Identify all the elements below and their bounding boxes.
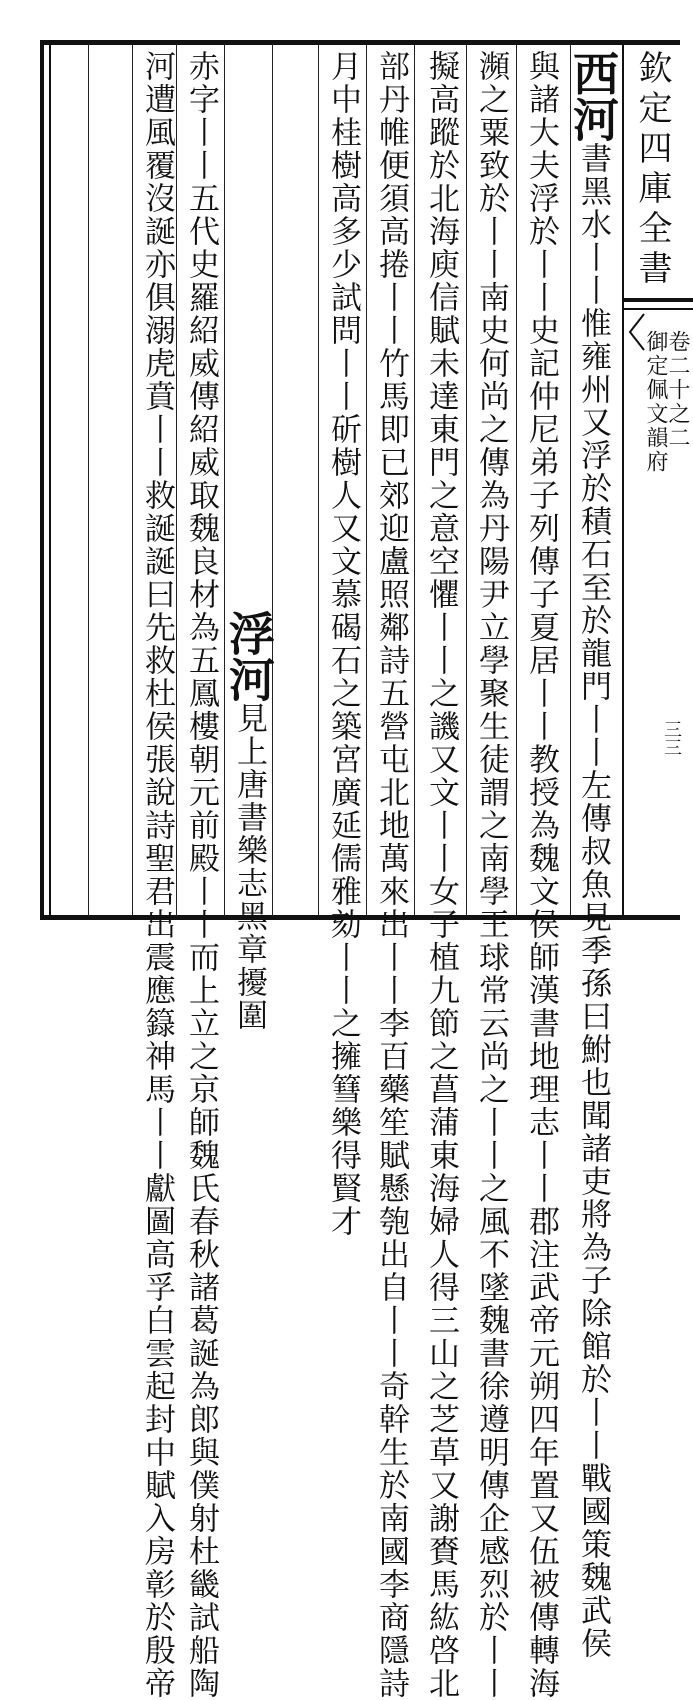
column-rule <box>414 44 415 916</box>
entry-head: 浮河 <box>222 610 276 702</box>
column-rule <box>466 44 467 916</box>
header-separator <box>624 298 693 302</box>
column-rule <box>516 44 517 916</box>
book-title: 欽定四庫全書 <box>632 50 672 290</box>
book-subtitle: 御定佩文韻府 <box>643 330 668 474</box>
column-rule <box>318 44 319 916</box>
text-column-7b <box>222 50 276 1032</box>
column-rule <box>88 44 89 916</box>
column-text: 河遭風覆沒誕亦俱溺虎賁丨丨救誕誕曰先救杜侯張說詩聖君出震應籙神馬丨丨獻圖高孚白雲起封中賦入房彰於殷帝 <box>139 50 175 1700</box>
header-separator <box>624 308 693 310</box>
column-text: 月中桂樹高多少試問丨丨斫樹人又文慕碣石之築宮廣延儒雅劾丨丨之擁篲樂得賢才 <box>325 50 361 1238</box>
column-text: 擬高蹤於北海庾信賦未達東門之意空懼丨丨之譏又文丨丨女子植九節之菖蒲東海婦人得三山之芝草又謝賚馬紘啓北 <box>423 50 459 1700</box>
column-rule <box>132 44 133 916</box>
text-column-3 <box>470 50 512 1700</box>
column-text: 部丹帷便須高捲丨丨竹馬即已郊迎盧照鄰詩五營屯北地萬來出丨丨李百藥笙賦懸匏出自丨丨奇幹生於南國李商隱詩 <box>373 50 409 1700</box>
text-column-6 <box>322 50 364 1238</box>
frame-inner-line <box>49 44 51 916</box>
column-text: 見上唐書樂志黑章擾圍 <box>231 702 267 1032</box>
entry-head: 西河 <box>566 50 620 142</box>
text-column-9 <box>136 50 178 1700</box>
column-rule <box>366 44 367 916</box>
text-column-1 <box>566 50 620 1660</box>
chapter-label: 卷二十之二 <box>665 330 690 450</box>
column-text: 瀕之粟致於丨丨南史何尚之傳為丹陽尹立學聚生徒謂之南學王球常云尚之丨丨之風不墜魏書徐遵明傳企感烈於丨丨 <box>473 50 509 1700</box>
column-rule <box>224 44 225 916</box>
column-rule <box>570 44 571 916</box>
text-column-7 <box>276 50 318 912</box>
column-text: 與諸大夫浮於丨丨史記仲尼弟子列傳子夏居丨丨教授為魏文侯師漢書地理志丨丨郡注武帝元朔四年置又伍被傳轉海 <box>523 50 559 1700</box>
column-text: 赤字丨丨五代史羅紹威傳紹威取魏良材為五鳳樓朝元前殿丨丨而上立之京師魏氏春秋諸葛誕為郎與僕射杜畿試船陶 <box>183 50 219 1700</box>
page-number: 三三 <box>661 720 682 756</box>
text-column-5 <box>370 50 412 1700</box>
column-rule <box>272 44 273 916</box>
column-text: 書黑水丨丨惟雍州又浮於積石至於龍門丨丨左傳叔魚見季孫曰鮒也聞諸吏將為子除館於丨丨戰國策魏武侯 <box>575 142 611 1660</box>
text-column-2 <box>520 50 562 1700</box>
text-column-8 <box>180 50 222 1700</box>
text-column-4 <box>420 50 462 1700</box>
